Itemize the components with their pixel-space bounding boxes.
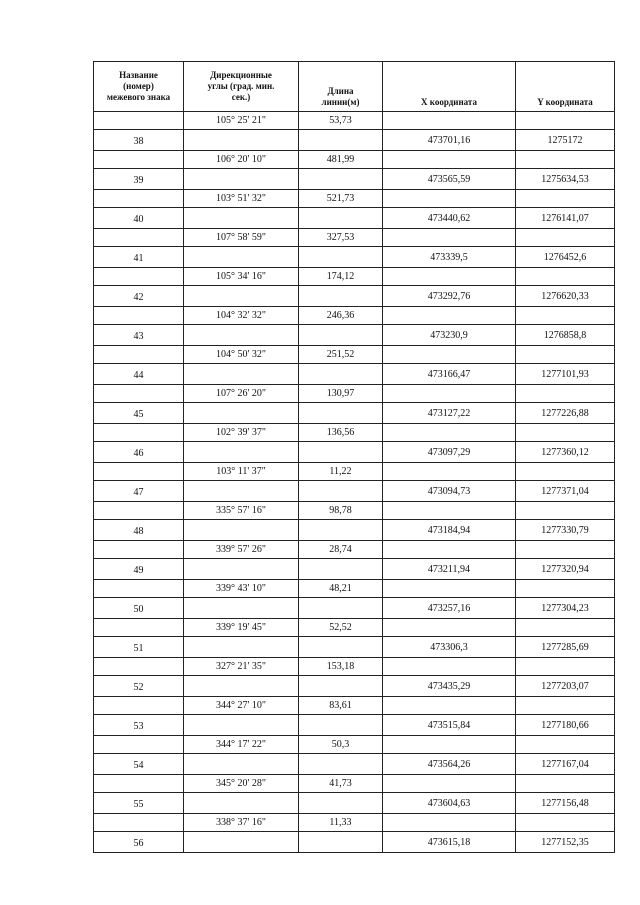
direction-angle-cell bbox=[184, 793, 299, 814]
x-coordinate-cell: 473094,73 bbox=[383, 481, 516, 502]
direction-angle-cell: 339° 43' 10" bbox=[184, 580, 299, 598]
x-coordinate-cell: 473604,63 bbox=[383, 793, 516, 814]
boundary-coordinates-table bbox=[93, 61, 615, 853]
x-coordinate-cell bbox=[383, 580, 516, 598]
table-row-segment bbox=[94, 775, 615, 793]
line-length-cell: 11,33 bbox=[299, 814, 383, 832]
direction-angle-cell bbox=[184, 208, 299, 229]
mark-name-cell bbox=[94, 190, 184, 208]
direction-angle-cell: 335° 57' 16" bbox=[184, 502, 299, 520]
line-length-cell: 98,78 bbox=[299, 502, 383, 520]
mark-name-cell bbox=[94, 307, 184, 325]
line-length-cell: 521,73 bbox=[299, 190, 383, 208]
line-length-cell bbox=[299, 832, 383, 853]
table-row-boundary-mark bbox=[94, 403, 615, 424]
mark-name-cell: 39 bbox=[94, 169, 184, 190]
table-row-segment bbox=[94, 619, 615, 637]
y-coordinate-cell: 1275172 bbox=[516, 130, 615, 151]
direction-angle-cell bbox=[184, 481, 299, 502]
direction-angle-cell bbox=[184, 598, 299, 619]
table-row-boundary-mark bbox=[94, 169, 615, 190]
table-row-segment bbox=[94, 463, 615, 481]
y-coordinate-cell bbox=[516, 658, 615, 676]
y-coordinate-cell: 1277156,48 bbox=[516, 793, 615, 814]
line-length-cell: 251,52 bbox=[299, 346, 383, 364]
line-length-cell bbox=[299, 715, 383, 736]
x-coordinate-cell: 473166,47 bbox=[383, 364, 516, 385]
x-coordinate-cell bbox=[383, 307, 516, 325]
mark-name-cell: 45 bbox=[94, 403, 184, 424]
header-direction-angle: Дирекционные углы (град. мин. сек.) bbox=[184, 62, 299, 112]
mark-name-cell: 53 bbox=[94, 715, 184, 736]
y-coordinate-cell bbox=[516, 112, 615, 130]
mark-name-cell bbox=[94, 814, 184, 832]
y-coordinate-cell: 1277330,79 bbox=[516, 520, 615, 541]
x-coordinate-cell: 473515,84 bbox=[383, 715, 516, 736]
direction-angle-cell bbox=[184, 715, 299, 736]
line-length-cell bbox=[299, 676, 383, 697]
direction-angle-cell: 105° 25' 21" bbox=[184, 112, 299, 130]
table-row-boundary-mark bbox=[94, 481, 615, 502]
x-coordinate-cell bbox=[383, 190, 516, 208]
x-coordinate-cell: 473306,3 bbox=[383, 637, 516, 658]
line-length-cell: 41,73 bbox=[299, 775, 383, 793]
line-length-cell: 11,22 bbox=[299, 463, 383, 481]
y-coordinate-cell bbox=[516, 190, 615, 208]
line-length-cell bbox=[299, 793, 383, 814]
y-coordinate-cell: 1276452,6 bbox=[516, 247, 615, 268]
line-length-cell bbox=[299, 247, 383, 268]
mark-name-cell bbox=[94, 268, 184, 286]
line-length-cell bbox=[299, 364, 383, 385]
mark-name-cell: 49 bbox=[94, 559, 184, 580]
table-row-boundary-mark bbox=[94, 442, 615, 463]
mark-name-cell: 43 bbox=[94, 325, 184, 346]
line-length-cell: 246,36 bbox=[299, 307, 383, 325]
y-coordinate-cell bbox=[516, 619, 615, 637]
y-coordinate-cell: 1277203,07 bbox=[516, 676, 615, 697]
mark-name-cell bbox=[94, 697, 184, 715]
mark-name-cell bbox=[94, 580, 184, 598]
x-coordinate-cell: 473564,26 bbox=[383, 754, 516, 775]
x-coordinate-cell bbox=[383, 697, 516, 715]
header-x-coordinate: Х координата bbox=[383, 62, 516, 112]
direction-angle-cell: 104° 32' 32" bbox=[184, 307, 299, 325]
y-coordinate-cell: 1277226,88 bbox=[516, 403, 615, 424]
mark-name-cell bbox=[94, 151, 184, 169]
direction-angle-cell: 105° 34' 16" bbox=[184, 268, 299, 286]
x-coordinate-cell bbox=[383, 541, 516, 559]
y-coordinate-cell: 1275634,53 bbox=[516, 169, 615, 190]
y-coordinate-cell bbox=[516, 541, 615, 559]
x-coordinate-cell bbox=[383, 346, 516, 364]
table-row-segment bbox=[94, 385, 615, 403]
line-length-cell: 48,21 bbox=[299, 580, 383, 598]
table-row-segment bbox=[94, 190, 615, 208]
direction-angle-cell bbox=[184, 247, 299, 268]
line-length-cell: 481,99 bbox=[299, 151, 383, 169]
direction-angle-cell: 327° 21' 35" bbox=[184, 658, 299, 676]
direction-angle-cell bbox=[184, 286, 299, 307]
x-coordinate-cell: 473339,5 bbox=[383, 247, 516, 268]
table-row-segment bbox=[94, 307, 615, 325]
table-row-segment bbox=[94, 736, 615, 754]
x-coordinate-cell bbox=[383, 502, 516, 520]
table-row-boundary-mark bbox=[94, 559, 615, 580]
direction-angle-cell bbox=[184, 442, 299, 463]
mark-name-cell: 48 bbox=[94, 520, 184, 541]
line-length-cell: 174,12 bbox=[299, 268, 383, 286]
x-coordinate-cell bbox=[383, 658, 516, 676]
line-length-cell bbox=[299, 520, 383, 541]
table-header bbox=[94, 62, 615, 112]
x-coordinate-cell bbox=[383, 775, 516, 793]
table-row-boundary-mark bbox=[94, 208, 615, 229]
table-row-segment bbox=[94, 814, 615, 832]
line-length-cell bbox=[299, 637, 383, 658]
table-row-segment bbox=[94, 346, 615, 364]
y-coordinate-cell: 1277285,69 bbox=[516, 637, 615, 658]
mark-name-cell: 52 bbox=[94, 676, 184, 697]
y-coordinate-cell bbox=[516, 307, 615, 325]
y-coordinate-cell bbox=[516, 424, 615, 442]
x-coordinate-cell bbox=[383, 736, 516, 754]
direction-angle-cell: 344° 27' 10" bbox=[184, 697, 299, 715]
mark-name-cell: 47 bbox=[94, 481, 184, 502]
y-coordinate-cell bbox=[516, 697, 615, 715]
y-coordinate-cell bbox=[516, 229, 615, 247]
x-coordinate-cell: 473211,94 bbox=[383, 559, 516, 580]
mark-name-cell: 51 bbox=[94, 637, 184, 658]
table-row-boundary-mark bbox=[94, 754, 615, 775]
y-coordinate-cell bbox=[516, 463, 615, 481]
mark-name-cell bbox=[94, 346, 184, 364]
mark-name-cell: 40 bbox=[94, 208, 184, 229]
line-length-cell bbox=[299, 481, 383, 502]
table-row-boundary-mark bbox=[94, 364, 615, 385]
mark-name-cell bbox=[94, 385, 184, 403]
line-length-cell bbox=[299, 754, 383, 775]
x-coordinate-cell bbox=[383, 814, 516, 832]
line-length-cell: 130,97 bbox=[299, 385, 383, 403]
y-coordinate-cell bbox=[516, 814, 615, 832]
line-length-cell bbox=[299, 130, 383, 151]
direction-angle-cell bbox=[184, 559, 299, 580]
table-row-segment bbox=[94, 151, 615, 169]
y-coordinate-cell bbox=[516, 268, 615, 286]
header-y-coordinate: Y координата bbox=[516, 62, 615, 112]
line-length-cell bbox=[299, 598, 383, 619]
y-coordinate-cell bbox=[516, 736, 615, 754]
line-length-cell bbox=[299, 208, 383, 229]
y-coordinate-cell: 1277180,66 bbox=[516, 715, 615, 736]
table-row-segment bbox=[94, 580, 615, 598]
line-length-cell: 327,53 bbox=[299, 229, 383, 247]
mark-name-cell: 55 bbox=[94, 793, 184, 814]
mark-name-cell bbox=[94, 619, 184, 637]
header-row bbox=[94, 62, 615, 112]
table-row-boundary-mark bbox=[94, 715, 615, 736]
table-row-boundary-mark bbox=[94, 676, 615, 697]
direction-angle-cell: 339° 19' 45" bbox=[184, 619, 299, 637]
x-coordinate-cell: 473565,59 bbox=[383, 169, 516, 190]
y-coordinate-cell: 1277101,93 bbox=[516, 364, 615, 385]
line-length-cell bbox=[299, 559, 383, 580]
mark-name-cell bbox=[94, 736, 184, 754]
line-length-cell bbox=[299, 286, 383, 307]
header-line-length: Длина линии(м) bbox=[299, 62, 383, 112]
direction-angle-cell: 344° 17' 22" bbox=[184, 736, 299, 754]
mark-name-cell: 41 bbox=[94, 247, 184, 268]
y-coordinate-cell bbox=[516, 385, 615, 403]
direction-angle-cell bbox=[184, 754, 299, 775]
x-coordinate-cell: 473230,9 bbox=[383, 325, 516, 346]
y-coordinate-cell bbox=[516, 151, 615, 169]
mark-name-cell: 42 bbox=[94, 286, 184, 307]
mark-name-cell bbox=[94, 775, 184, 793]
x-coordinate-cell bbox=[383, 424, 516, 442]
table-row-boundary-mark bbox=[94, 832, 615, 853]
y-coordinate-cell: 1277320,94 bbox=[516, 559, 615, 580]
y-coordinate-cell bbox=[516, 346, 615, 364]
line-length-cell bbox=[299, 442, 383, 463]
y-coordinate-cell: 1277167,04 bbox=[516, 754, 615, 775]
direction-angle-cell: 103° 51' 32" bbox=[184, 190, 299, 208]
mark-name-cell bbox=[94, 112, 184, 130]
x-coordinate-cell bbox=[383, 463, 516, 481]
x-coordinate-cell bbox=[383, 112, 516, 130]
y-coordinate-cell bbox=[516, 775, 615, 793]
direction-angle-cell bbox=[184, 520, 299, 541]
table-row-boundary-mark bbox=[94, 247, 615, 268]
direction-angle-cell: 338° 37' 16" bbox=[184, 814, 299, 832]
direction-angle-cell bbox=[184, 637, 299, 658]
y-coordinate-cell: 1276858,8 bbox=[516, 325, 615, 346]
table-row-boundary-mark bbox=[94, 637, 615, 658]
line-length-cell: 28,74 bbox=[299, 541, 383, 559]
table-row-segment bbox=[94, 112, 615, 130]
line-length-cell bbox=[299, 325, 383, 346]
direction-angle-cell: 345° 20' 28" bbox=[184, 775, 299, 793]
mark-name-cell bbox=[94, 424, 184, 442]
table-row-segment bbox=[94, 658, 615, 676]
x-coordinate-cell: 473127,22 bbox=[383, 403, 516, 424]
direction-angle-cell bbox=[184, 325, 299, 346]
x-coordinate-cell bbox=[383, 619, 516, 637]
direction-angle-cell: 339° 57' 26" bbox=[184, 541, 299, 559]
mark-name-cell: 54 bbox=[94, 754, 184, 775]
line-length-cell: 50,3 bbox=[299, 736, 383, 754]
x-coordinate-cell: 473440,62 bbox=[383, 208, 516, 229]
x-coordinate-cell: 473615,18 bbox=[383, 832, 516, 853]
direction-angle-cell bbox=[184, 130, 299, 151]
table-body bbox=[94, 112, 615, 853]
x-coordinate-cell: 473701,16 bbox=[383, 130, 516, 151]
line-length-cell bbox=[299, 169, 383, 190]
direction-angle-cell: 103° 11' 37" bbox=[184, 463, 299, 481]
table-row-boundary-mark bbox=[94, 286, 615, 307]
mark-name-cell: 50 bbox=[94, 598, 184, 619]
table-row-boundary-mark bbox=[94, 598, 615, 619]
x-coordinate-cell bbox=[383, 229, 516, 247]
y-coordinate-cell: 1277304,23 bbox=[516, 598, 615, 619]
x-coordinate-cell: 473435,29 bbox=[383, 676, 516, 697]
table-row-boundary-mark bbox=[94, 130, 615, 151]
direction-angle-cell bbox=[184, 832, 299, 853]
y-coordinate-cell bbox=[516, 580, 615, 598]
table-row-boundary-mark bbox=[94, 325, 615, 346]
x-coordinate-cell: 473184,94 bbox=[383, 520, 516, 541]
x-coordinate-cell: 473097,29 bbox=[383, 442, 516, 463]
direction-angle-cell bbox=[184, 403, 299, 424]
y-coordinate-cell: 1276620,33 bbox=[516, 286, 615, 307]
y-coordinate-cell: 1277152,35 bbox=[516, 832, 615, 853]
mark-name-cell: 56 bbox=[94, 832, 184, 853]
mark-name-cell: 46 bbox=[94, 442, 184, 463]
table-row-segment bbox=[94, 502, 615, 520]
header-mark-name: Название (номер) межевого знака bbox=[94, 62, 184, 112]
mark-name-cell: 38 bbox=[94, 130, 184, 151]
mark-name-cell bbox=[94, 229, 184, 247]
mark-name-cell bbox=[94, 658, 184, 676]
x-coordinate-cell bbox=[383, 151, 516, 169]
line-length-cell bbox=[299, 403, 383, 424]
y-coordinate-cell: 1277360,12 bbox=[516, 442, 615, 463]
table-row-segment bbox=[94, 424, 615, 442]
x-coordinate-cell: 473292,76 bbox=[383, 286, 516, 307]
direction-angle-cell: 102° 39' 37" bbox=[184, 424, 299, 442]
line-length-cell: 53,73 bbox=[299, 112, 383, 130]
table-row-segment bbox=[94, 229, 615, 247]
table-row-boundary-mark bbox=[94, 793, 615, 814]
x-coordinate-cell bbox=[383, 268, 516, 286]
direction-angle-cell bbox=[184, 169, 299, 190]
mark-name-cell bbox=[94, 502, 184, 520]
direction-angle-cell bbox=[184, 364, 299, 385]
y-coordinate-cell: 1276141,07 bbox=[516, 208, 615, 229]
direction-angle-cell: 107° 26' 20" bbox=[184, 385, 299, 403]
line-length-cell: 136,56 bbox=[299, 424, 383, 442]
table-row-segment bbox=[94, 697, 615, 715]
direction-angle-cell: 104° 50' 32" bbox=[184, 346, 299, 364]
table-row-boundary-mark bbox=[94, 520, 615, 541]
direction-angle-cell: 106° 20' 10" bbox=[184, 151, 299, 169]
x-coordinate-cell: 473257,16 bbox=[383, 598, 516, 619]
mark-name-cell bbox=[94, 463, 184, 481]
table-row-segment bbox=[94, 268, 615, 286]
line-length-cell: 83,61 bbox=[299, 697, 383, 715]
y-coordinate-cell bbox=[516, 502, 615, 520]
y-coordinate-cell: 1277371,04 bbox=[516, 481, 615, 502]
mark-name-cell bbox=[94, 541, 184, 559]
line-length-cell: 52,52 bbox=[299, 619, 383, 637]
direction-angle-cell: 107° 58' 59" bbox=[184, 229, 299, 247]
table-row-segment bbox=[94, 541, 615, 559]
x-coordinate-cell bbox=[383, 385, 516, 403]
line-length-cell: 153,18 bbox=[299, 658, 383, 676]
direction-angle-cell bbox=[184, 676, 299, 697]
mark-name-cell: 44 bbox=[94, 364, 184, 385]
